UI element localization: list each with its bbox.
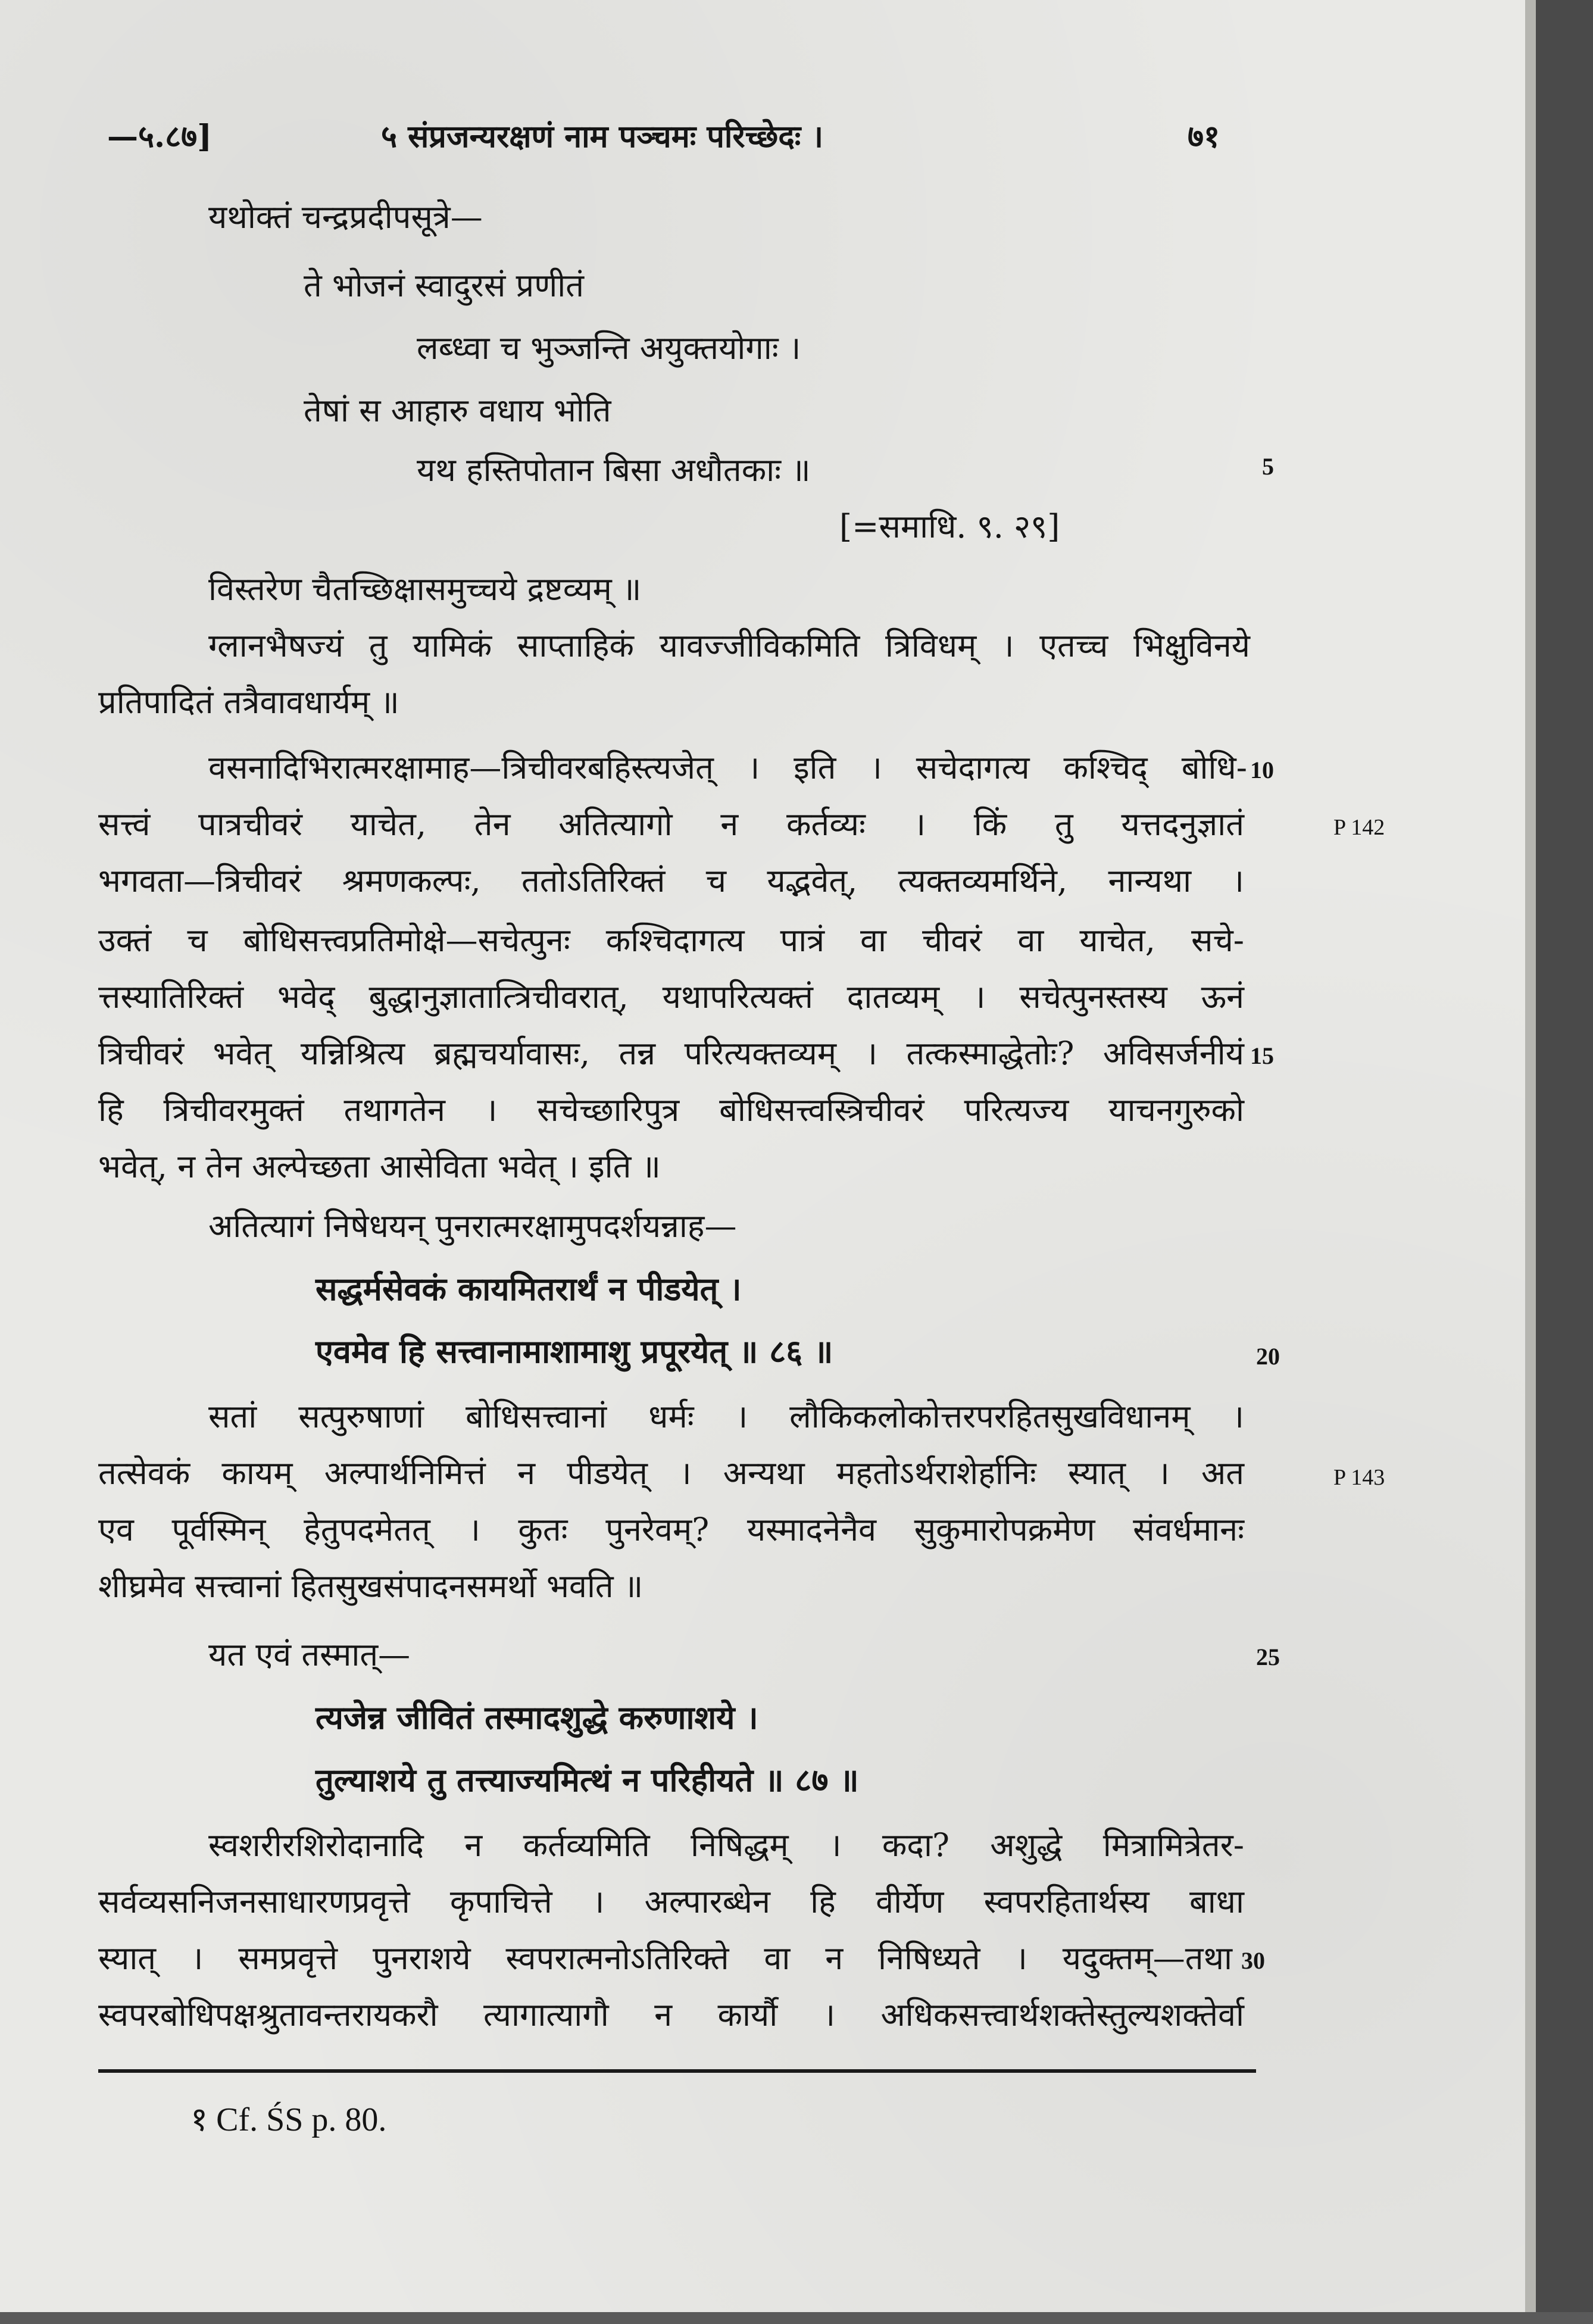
verse-line-bold: त्यजेन्न जीवितं तस्मादशुद्धे करुणाशये । xyxy=(316,1698,758,1736)
header-chapter-title: ५ संप्रजन्यरक्षणं नाम पञ्चमः परिच्छेदः । xyxy=(381,118,824,155)
verse-line-bold: सद्धर्मसेवकं कायमितरार्थं न पीडयेत् । xyxy=(316,1270,742,1308)
text-line: भगवता—त्रिचीवरं श्रमणकल्पः, ततोऽतिरिक्तं च यद्भवेत्, त्यक्तव्यमर्थिने, नान्यथा । xyxy=(98,862,1244,899)
text-line: सतां सत्पुरुषाणां बोधिसत्त्वानां धर्मः । लौकिकलोकोत्तरपरहितसुखविधानम् । xyxy=(208,1398,1244,1435)
footnote-rule xyxy=(98,2069,1256,2073)
line-number: 25 xyxy=(1256,1644,1280,1670)
text-line: विस्तरेण चैतच्छिक्षासमुच्चये द्रष्टव्यम् ॥ xyxy=(208,570,642,608)
text-line: स्वशरीरशिरोदानादि न कर्तव्यमिति निषिद्धम् । कदा? अशुद्धे मित्रामित्रेतर- xyxy=(208,1826,1244,1864)
text-line: भवेत्, न तेन अल्पेच्छता आसेविता भवेत् । इति ॥ xyxy=(98,1148,661,1185)
footnote: १ Cf. ŚS p. 80. xyxy=(190,2101,387,2138)
scan-bottom-edge xyxy=(0,2312,1593,2324)
line-number: 20 xyxy=(1256,1343,1280,1370)
verse-line-bold: तुल्याशये तु तत्त्याज्यमित्थं न परिहीयते ॥ ८७ ॥ xyxy=(316,1761,859,1799)
text-line: यथोक्तं चन्द्रप्रदीपसूत्रे— xyxy=(208,198,483,236)
verse-line: यथ हस्तिपोतान बिसा अधौतकाः ॥ xyxy=(417,451,811,489)
scan-right-edge xyxy=(1536,0,1593,2324)
verse-line: तेषां स आहारु वधाय भोति xyxy=(304,392,611,429)
line-number: 10 xyxy=(1250,757,1274,783)
text-line: प्रतिपादितं तत्रैवावधार्यम् ॥ xyxy=(98,683,399,721)
verse-line: लब्ध्वा च भुञ्जन्ति अयुक्तयोगाः । xyxy=(417,329,801,367)
text-line: सर्वव्यसनिजनसाधारणप्रवृत्ते कृपाचित्ते । अल्पारब्धेन हि वीर्येण स्वपरहितार्थस्य बाधा xyxy=(98,1883,1244,1920)
citation-line: [=समाधि. ९. २९] xyxy=(839,508,1060,545)
verse-line: ते भोजनं स्वादुरसं प्रणीतं xyxy=(304,267,585,304)
header-page-number: ७१ xyxy=(1188,118,1220,155)
text-line: अतित्यागं निषेधयन् पुनरात्मरक्षामुपदर्शयन्नाह— xyxy=(208,1207,737,1245)
text-line: शीघ्रमेव सत्त्वानां हितसुखसंपादनसमर्थो भवति ॥ xyxy=(98,1567,644,1605)
text-line: हि त्रिचीवरमुक्तं तथागतेन । सचेच्छारिपुत्र बोधिसत्त्वस्त्रिचीवरं परित्यज्य याचनगुरुको xyxy=(98,1091,1244,1129)
verse-line-bold: एवमेव हि सत्त्वानामाशामाशु प्रपूरयेत् ॥ ८६ ॥ xyxy=(316,1332,833,1370)
text-line: स्वपरबोधिपक्षश्रुतावन्तरायकरौ त्यागात्यागौ न कार्यौ । अधिकसत्त्वार्थशक्तेस्तुल्यशक्तेर्वा xyxy=(98,1996,1244,2034)
line-number: 5 xyxy=(1262,453,1274,480)
text-line: उक्तं च बोधिसत्त्वप्रतिमोक्षे—सचेत्पुनः कश्चिदागत्य पात्रं वा चीवरं वा याचेत, सचे- xyxy=(98,922,1244,959)
header-section-ref: —५.८७] xyxy=(107,118,212,155)
line-number: 30 xyxy=(1241,1947,1265,1974)
text-line: ग्लानभैषज्यं तु यामिकं साप्ताहिकं यावज्जीविकमिति त्रिविधम् । एतच्च भिक्षुविनये xyxy=(208,627,1250,664)
side-page-ref: P 143 xyxy=(1333,1465,1385,1490)
scan-edge-strip xyxy=(1525,0,1536,2324)
text-line: यत एवं तस्मात्— xyxy=(208,1636,411,1673)
text-line: स्यात् । समप्रवृत्ते पुनराशये स्वपरात्मनोऽतिरिक्ते वा न निषिध्यते । यदुक्तम्—तथा xyxy=(98,1939,1232,1977)
text-line: एव पूर्वस्मिन् हेतुपदमेतत् । कुतः पुनरेवम्? यस्मादनेनैव सुकुमारोपक्रमेण संवर्धमानः xyxy=(98,1511,1244,1548)
text-line: त्तस्यातिरिक्तं भवेद् बुद्धानुज्ञातात्त्रिचीवरात्, यथापरित्यक्तं दातव्यम् । सचेत्पुनस्तस्य ऊनं xyxy=(98,978,1244,1016)
text-line: सत्त्वं पात्रचीवरं याचेत, तेन अतित्यागो न कर्तव्यः । किं तु यत्तदनुज्ञातं xyxy=(98,805,1244,843)
line-number: 15 xyxy=(1250,1042,1274,1069)
side-page-ref: P 142 xyxy=(1333,815,1385,840)
text-line: तत्सेवकं कायम् अल्पार्थनिमित्तं न पीडयेत् । अन्यथा महतोऽर्थराशेर्हानिः स्यात् । अत xyxy=(98,1454,1244,1492)
text-line: त्रिचीवरं भवेत् यन्निश्रित्य ब्रह्मचर्यावासः, तन्न परित्यक्तव्यम् । तत्कस्माद्धेतोः? अविसर्जनीयं xyxy=(98,1035,1244,1072)
text-line: वसनादिभिरात्मरक्षामाह—त्रिचीवरबहिस्त्यजेत् । इति । सचेदागत्य कश्चिद् बोधि- xyxy=(208,749,1247,786)
